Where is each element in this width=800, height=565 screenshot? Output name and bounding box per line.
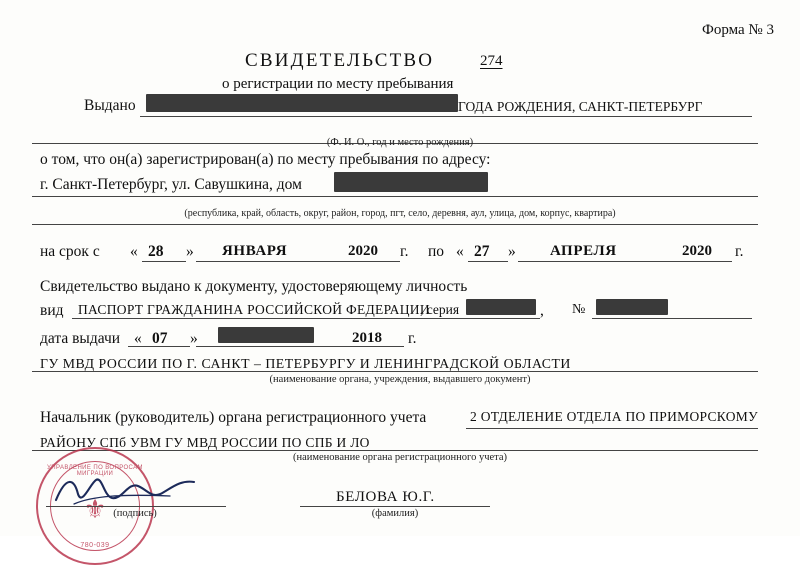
redaction-number (596, 299, 668, 315)
identity-doc-number-label: № (572, 302, 586, 317)
form-number: Форма № 3 (702, 22, 774, 38)
chief-org-line-1: 2 ОТДЕЛЕНИЕ ОТДЕЛА ПО ПРИМОРСКОМУ (470, 409, 758, 424)
term-year-to: 2020 (682, 243, 712, 259)
chief-label: Начальник (руководитель) органа регистрационного учета (40, 409, 427, 426)
certificate-number: 274 (480, 53, 503, 69)
rule-chief-1 (466, 428, 758, 429)
rule-issue-year (346, 346, 404, 347)
term-g-to: г. (735, 243, 744, 260)
term-day-from: 28 (148, 243, 164, 260)
identity-doc-day: 07 (152, 330, 168, 347)
term-year-from: 2020 (348, 243, 378, 259)
redaction-address (334, 172, 488, 192)
rule-issuing-authority (32, 371, 758, 372)
date-quote-open: « (134, 330, 142, 347)
rule-chief-2 (32, 450, 758, 451)
identity-doc-date-label: дата выдачи (40, 330, 121, 347)
rule-day-to (468, 261, 508, 262)
coat-of-arms-icon: ⚜ (83, 495, 107, 524)
rule-year-to (676, 261, 732, 262)
identity-doc-type-value: ПАСПОРТ ГРАЖДАНИНА РОССИЙСКОЙ ФЕДЕРАЦИИ (78, 302, 430, 317)
term-po-label: по (428, 243, 445, 260)
term-prefix-label: на срок с (40, 243, 100, 260)
identity-doc-g: г. (408, 330, 417, 347)
term-quote-close-from: » (186, 243, 194, 260)
rule-doc-series (466, 318, 540, 319)
term-month-from: ЯНВАРЯ (222, 243, 288, 259)
caption-signature: (подпись) (113, 508, 157, 519)
rule-address-1 (32, 196, 758, 197)
birth-place-text: ГОДА РОЖДЕНИЯ, САНКТ-ПЕТЕРБУРГ (458, 99, 703, 114)
chief-surname: БЕЛОВА Ю.Г. (336, 489, 435, 505)
rule-day-from (142, 261, 186, 262)
chief-org-line-2: РАЙОНУ СПб УВМ ГУ МВД РОССИИ ПО СПБ И ЛО (40, 435, 370, 450)
page-title: СВИДЕТЕЛЬСТВО (245, 50, 435, 71)
rule-issue-month (196, 346, 346, 347)
rule-issue-day (128, 346, 190, 347)
term-quote-open-from: « (130, 243, 138, 260)
identity-doc-comma: , (540, 302, 544, 319)
stamp-bottom-text: 780-039 (80, 542, 110, 549)
rule-year-from (344, 261, 400, 262)
caption-issuing-authority: (наименование органа, учреждения, выдавшего документ) (269, 374, 531, 385)
rule-surname (300, 506, 490, 507)
identity-doc-year: 2018 (352, 330, 382, 346)
term-quote-close-to: » (508, 243, 516, 260)
registration-about-line: о том, что он(а) зарегистрирован(а) по месту пребывания по адресу: (40, 151, 491, 168)
issuing-authority-text: ГУ МВД РОССИИ ПО Г. САНКТ – ПЕТЕРБУРГУ И ЛЕНИНГРАДСКОЙ ОБЛАСТИ (40, 356, 571, 371)
caption-address: (республика, край, область, округ, район, город, пгт, село, деревня, аул, улица, дом, корпус, квартира) (184, 208, 616, 219)
rule-signature (46, 506, 226, 507)
term-month-to: АПРЕЛЯ (550, 243, 617, 259)
rule-address-2 (32, 224, 758, 225)
rule-doc-number (592, 318, 752, 319)
redaction-fio (146, 94, 458, 112)
stamp-top-text: УПРАВЛЕНИЕ ПО ВОПРОСАМ МИГРАЦИИ (47, 465, 143, 477)
rule-month-to (518, 261, 678, 262)
caption-fio: (Ф. И. О., год и место рождения) (326, 137, 474, 148)
term-day-to: 27 (474, 243, 490, 260)
registration-address: г. Санкт-Петербург, ул. Савушкина, дом (40, 176, 302, 193)
identity-doc-intro: Свидетельство выдано к документу, удостоверяющему личность (40, 278, 468, 295)
date-quote-close: » (190, 330, 198, 347)
rule-doc-type (72, 318, 466, 319)
redaction-series (466, 299, 536, 315)
caption-surname: (фамилия) (371, 508, 419, 519)
identity-doc-type-label: вид (40, 302, 64, 319)
page-subtitle: о регистрации по месту пребывания (222, 76, 454, 92)
rule-month-from (196, 261, 346, 262)
caption-registration-organ: (наименование органа регистрационного учета) (292, 452, 508, 463)
identity-doc-series-label: , серия (420, 302, 460, 317)
rule-issued (140, 116, 752, 117)
redaction-issue-month (218, 327, 314, 343)
term-quote-open-to: « (456, 243, 464, 260)
issued-to-label: Выдано (84, 97, 136, 114)
term-g-from: г. (400, 243, 409, 260)
signature-icon (52, 470, 202, 510)
